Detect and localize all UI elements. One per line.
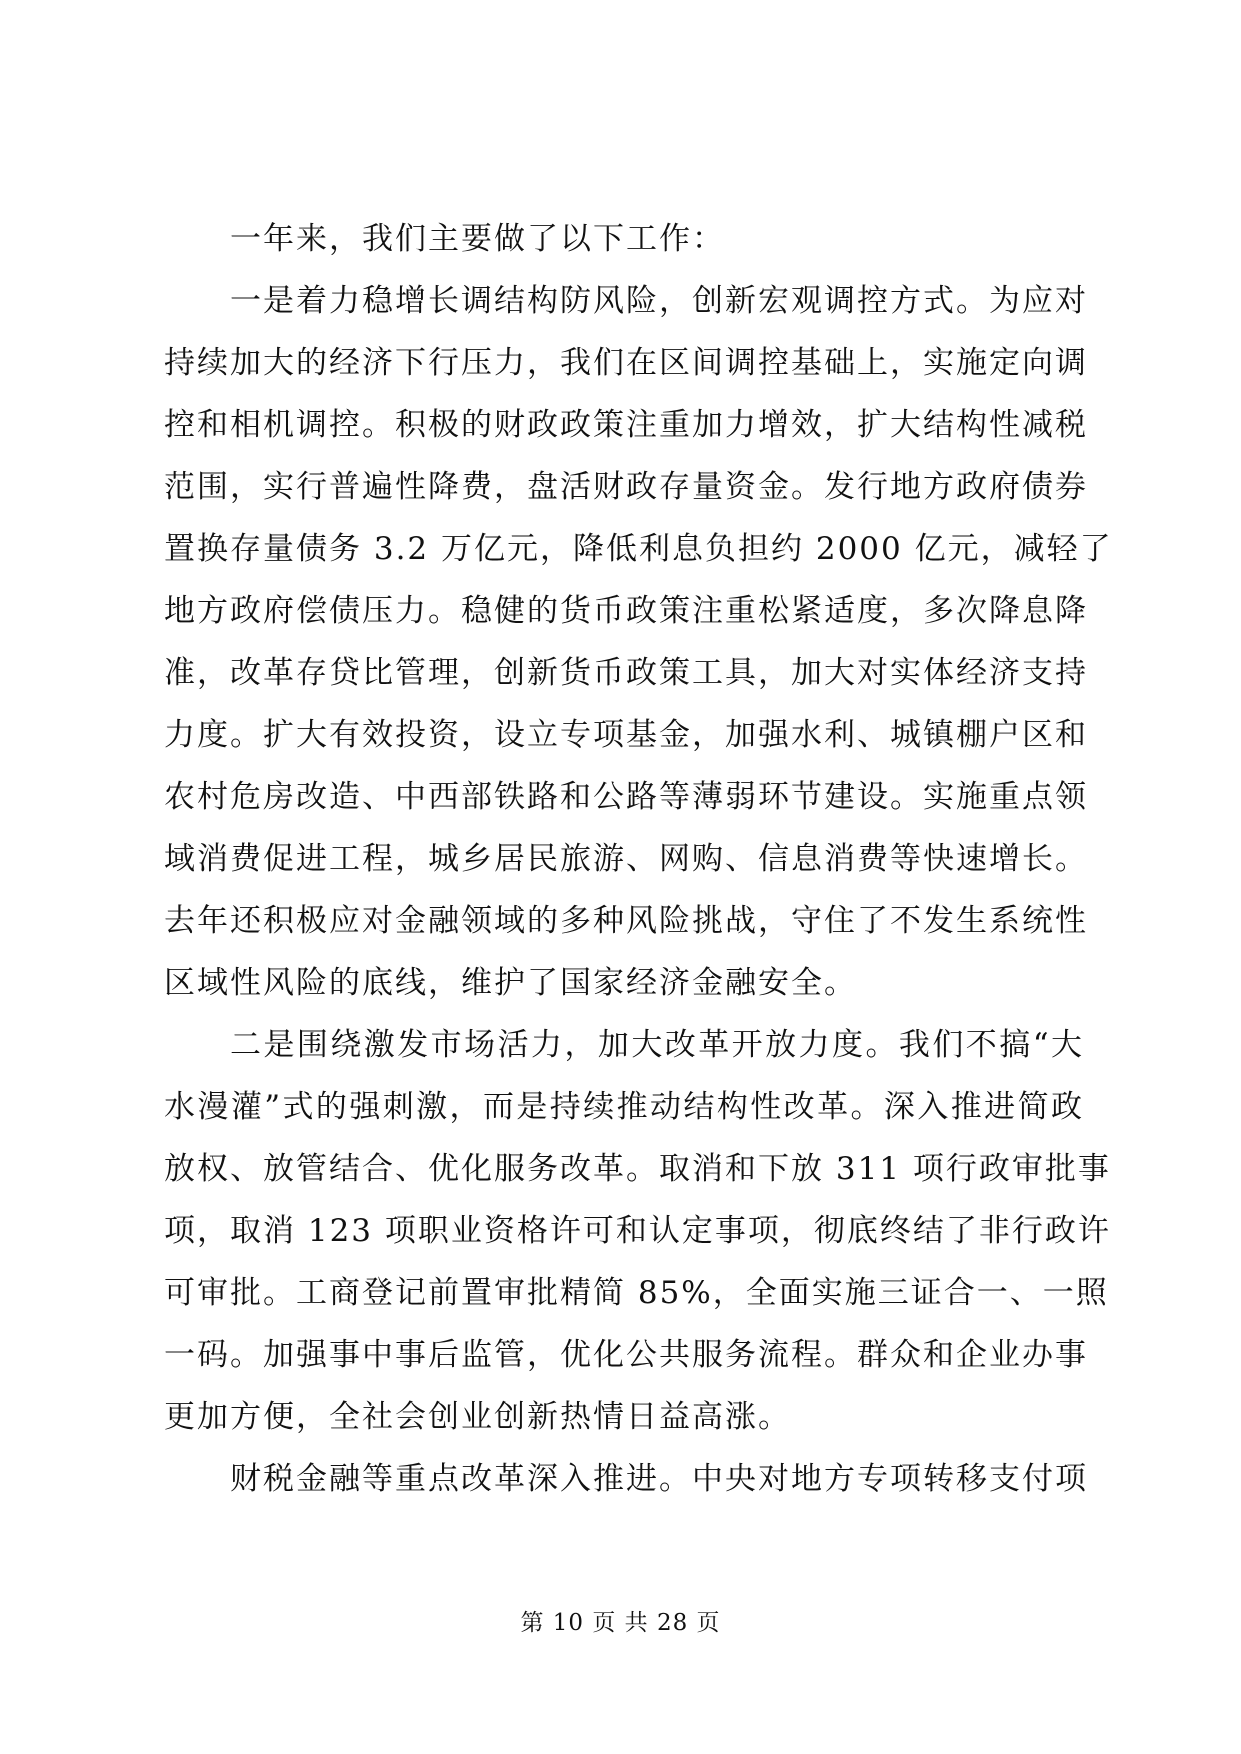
text-line: 二是围绕激发市场活力，加大改革开放力度。我们不搞“大 [230,1027,1084,1063]
paragraph [164,208,1084,270]
text-line: 持续加大的经济下行压力，我们在区间调控基础上，实施定向调 [164,345,1088,381]
text-line: 农村危房改造、中西部铁路和公路等薄弱环节建设。实施重点领 [164,779,1088,815]
text-line: 一码。加强事中事后监管，优化公共服务流程。群众和企业办事 [164,1337,1088,1373]
text-line: 范围，实行普遍性降费，盘活财政存量资金。发行地方政府债券 [164,469,1088,505]
text-line: 控和相机调控。积极的财政政策注重加力增效，扩大结构性减税 [164,407,1088,443]
text-line: 水漫灌”式的强刺激，而是持续推动结构性改革。深入推进简政 [164,1089,1084,1125]
text-line: 一是着力稳增长调结构防风险，创新宏观调控方式。为应对 [230,283,1088,319]
text-line: 地方政府偿债压力。稳健的货币政策注重松紧适度，多次降息降 [164,593,1088,629]
text-line: 项，取消 123 项职业资格许可和认定事项，彻底终结了非行政许 [164,1213,1111,1249]
text-line: 准，改革存贷比管理，创新货币政策工具，加大对实体经济支持 [164,655,1088,691]
page-number-footer: 第 10 页 共 28 页 [520,1610,721,1636]
text-line: 域消费促进工程，城乡居民旅游、网购、信息消费等快速增长。 [164,841,1088,877]
document-body [164,208,1113,1510]
text-line: 区域性风险的底线，维护了国家经济金融安全。 [164,965,857,1001]
text-line: 财税金融等重点改革深入推进。中央对地方专项转移支付项 [230,1461,1088,1497]
paragraph [164,1448,1088,1510]
paragraph [164,1014,1111,1448]
paragraph [164,270,1113,1014]
text-line: 可审批。工商登记前置审批精简 85%，全面实施三证合一、一照 [164,1275,1109,1311]
text-line: 置换存量债务 3.2 万亿元，降低利息负担约 2000 亿元，减轻了 [164,531,1113,567]
text-line: 力度。扩大有效投资，设立专项基金，加强水利、城镇棚户区和 [164,717,1088,753]
text-line: 放权、放管结合、优化服务改革。取消和下放 311 项行政审批事 [164,1151,1111,1187]
text-line: 更加方便，全社会创业创新热情日益高涨。 [164,1399,791,1435]
text-line: 去年还积极应对金融领域的多种风险挑战，守住了不发生系统性 [164,903,1088,939]
text-line: 一年来，我们主要做了以下工作： [230,221,725,257]
